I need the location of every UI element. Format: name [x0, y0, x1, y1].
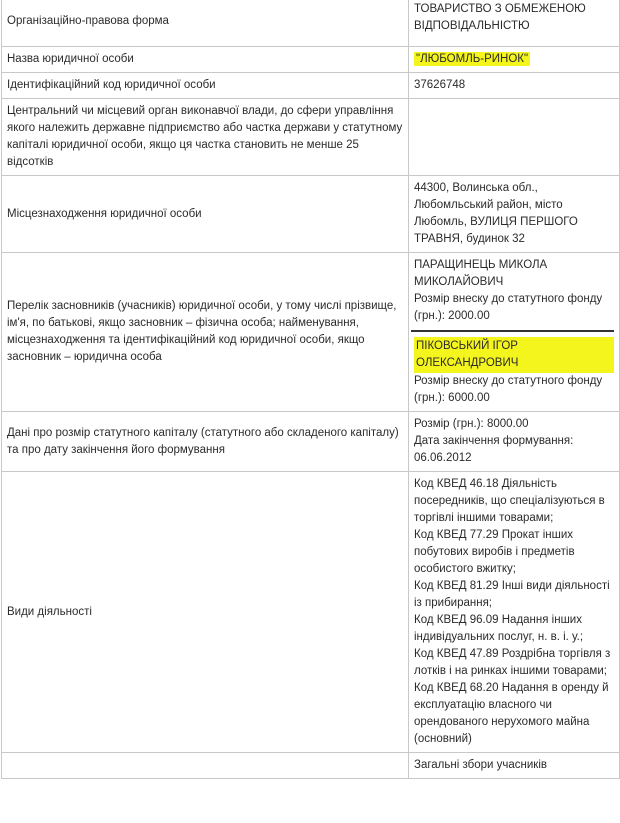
capital-value — [409, 412, 620, 472]
activity-item: Код КВЕД 46.18 Діяльність посередників, що спеціалізуються в торгівлі іншими товарами; — [414, 478, 605, 524]
founder-contribution: Розмір внеску до статутного фонду (грн.): 6000.00 — [414, 375, 603, 404]
founder-item — [414, 257, 614, 325]
row-capital — [2, 412, 620, 472]
row-location — [2, 176, 620, 253]
activity-item: Код КВЕД 96.09 Надання інших індивідуальних послуг, н. в. і. у.; — [414, 614, 584, 643]
row-code — [2, 73, 620, 99]
next-value: Загальні збори учасників — [409, 753, 620, 779]
activities-list — [409, 472, 620, 753]
authority-value — [409, 99, 620, 176]
founder-item — [414, 337, 614, 407]
row-name — [2, 47, 620, 73]
founder-name: ПАРАЩИНЕЦЬ МИКОЛА МИКОЛАЙОВИЧ — [414, 259, 548, 288]
activity-item: Код КВЕД 77.29 Прокат інших побутових виробів і предметів особистого вжитку; — [414, 529, 575, 575]
founder-name-highlighted: ПІКОВСЬКИЙ ІГОР ОЛЕКСАНДРОВИЧ — [414, 337, 614, 373]
registry-table — [1, 0, 620, 779]
location-label: Місцезнаходження юридичної особи — [2, 176, 409, 253]
activities-label: Види діяльності — [2, 472, 409, 753]
activity-item: Код КВЕД 68.20 Надання в оренду й експлуатацію власного чи орендованого нерухомого майна (основний) — [414, 682, 609, 745]
authority-label: Центральний чи місцевий орган виконавчої влади, до сфери управління якого належить державне підприємство або частка держави у статутному капіталі юридичної особи, якщо ця частка становить не менше 25 відсотків — [2, 99, 409, 176]
row-authority — [2, 99, 620, 176]
row-next-cutoff — [2, 753, 620, 779]
capital-label: Дані про розмір статутного капіталу (статутного або складеного капіталу) та про дату закінчення його формування — [2, 412, 409, 472]
row-founders — [2, 253, 620, 412]
activity-item: Код КВЕД 47.89 Роздрібна торгівля з лотків і на ринках іншими товарами; — [414, 648, 611, 677]
location-value: 44300, Волинська обл., Любомльський район, місто Любомль, ВУЛИЦЯ ПЕРШОГО ТРАВНЯ, будинок 32 — [409, 176, 620, 253]
activity-item: Код КВЕД 81.29 Інші види діяльності із прибирання; — [414, 580, 610, 609]
founder-separator — [411, 330, 614, 332]
legal-form-label: Організаційно-правова форма — [2, 0, 409, 47]
founders-list — [409, 253, 620, 412]
capital-amount: Розмір (грн.): 8000.00 — [414, 418, 529, 430]
founders-label: Перелік засновників (учасників) юридичної особи, у тому числі прізвище, ім'я, по батькові, якщо засновник – фізична особа; найменування, місцезнаходження та ідентифікаційний код юридичної особи, якщо засновник – юридична особа — [2, 253, 409, 412]
row-legal-form — [2, 0, 620, 47]
capital-date: Дата закінчення формування: 06.06.2012 — [414, 435, 574, 464]
row-activities — [2, 472, 620, 753]
legal-form-value: ТОВАРИСТВО З ОБМЕЖЕНОЮ ВІДПОВІДАЛЬНІСТЮ — [409, 0, 620, 47]
code-label: Ідентифікаційний код юридичної особи — [2, 73, 409, 99]
founder-contribution: Розмір внеску до статутного фонду (грн.): 2000.00 — [414, 293, 603, 322]
code-value: 37626748 — [409, 73, 620, 99]
company-name-highlighted: "ЛЮБОМЛЬ-РИНОК" — [416, 53, 529, 65]
name-label: Назва юридичної особи — [2, 47, 409, 73]
